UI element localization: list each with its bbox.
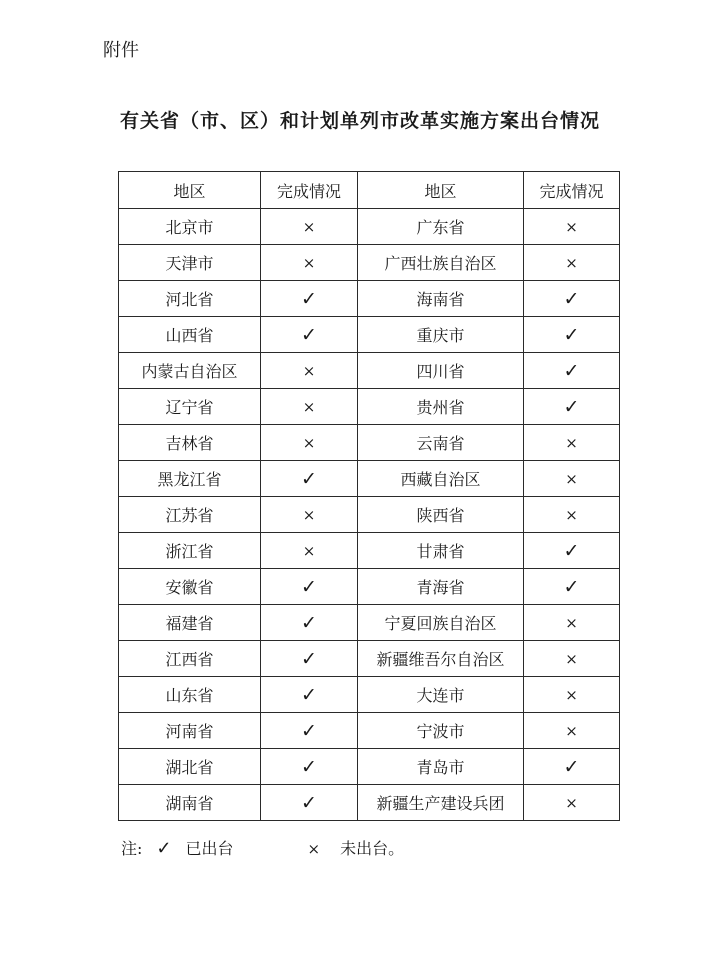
region-cell: 广东省 bbox=[358, 209, 524, 245]
status-cell: ✓ bbox=[261, 677, 358, 713]
region-cell: 大连市 bbox=[358, 677, 524, 713]
table-row bbox=[119, 497, 620, 533]
table-row bbox=[119, 425, 620, 461]
cross-mark-icon: × bbox=[307, 840, 321, 858]
region-cell: 浙江省 bbox=[119, 533, 261, 569]
table-row bbox=[119, 677, 620, 713]
table-row bbox=[119, 245, 620, 281]
status-cell: ✓ bbox=[524, 389, 620, 425]
status-cell: × bbox=[524, 461, 620, 497]
region-cell: 内蒙古自治区 bbox=[119, 353, 261, 389]
region-cell: 江西省 bbox=[119, 641, 261, 677]
region-cell: 四川省 bbox=[358, 353, 524, 389]
status-cell: ✓ bbox=[261, 641, 358, 677]
table-row bbox=[119, 533, 620, 569]
status-cell: ✓ bbox=[524, 353, 620, 389]
region-cell: 青岛市 bbox=[358, 749, 524, 785]
status-cell: × bbox=[261, 425, 358, 461]
table-row bbox=[119, 641, 620, 677]
status-cell: ✓ bbox=[261, 713, 358, 749]
status-cell: ✓ bbox=[261, 317, 358, 353]
status-cell: ✓ bbox=[261, 785, 358, 821]
status-cell: × bbox=[524, 245, 620, 281]
status-cell: ✓ bbox=[524, 749, 620, 785]
table-header-row bbox=[119, 172, 620, 209]
table-row bbox=[119, 209, 620, 245]
status-cell: × bbox=[261, 389, 358, 425]
status-cell: ✓ bbox=[261, 749, 358, 785]
status-cell: × bbox=[261, 245, 358, 281]
status-cell: ✓ bbox=[524, 317, 620, 353]
region-cell: 黑龙江省 bbox=[119, 461, 261, 497]
status-cell: × bbox=[261, 497, 358, 533]
status-cell: ✓ bbox=[524, 281, 620, 317]
region-cell: 甘肃省 bbox=[358, 533, 524, 569]
table-row bbox=[119, 749, 620, 785]
status-cell: × bbox=[524, 605, 620, 641]
table-body bbox=[119, 209, 620, 821]
table-row bbox=[119, 317, 620, 353]
header-status-left: 完成情况 bbox=[261, 172, 358, 209]
region-cell: 安徽省 bbox=[119, 569, 261, 605]
document-title: 有关省（市、区）和计划单列市改革实施方案出台情况 bbox=[119, 110, 600, 132]
status-cell: ✓ bbox=[261, 461, 358, 497]
table-row bbox=[119, 605, 620, 641]
status-cell: ✓ bbox=[261, 569, 358, 605]
region-cell: 陕西省 bbox=[358, 497, 524, 533]
region-cell: 河北省 bbox=[119, 281, 261, 317]
header-region-right: 地区 bbox=[358, 172, 524, 209]
region-cell: 宁波市 bbox=[358, 713, 524, 749]
status-cell: × bbox=[261, 353, 358, 389]
region-cell: 新疆维吾尔自治区 bbox=[358, 641, 524, 677]
status-cell: × bbox=[524, 497, 620, 533]
status-cell: ✓ bbox=[261, 281, 358, 317]
reform-status-table bbox=[118, 171, 620, 821]
region-cell: 广西壮族自治区 bbox=[358, 245, 524, 281]
region-cell: 海南省 bbox=[358, 281, 524, 317]
header-status-right: 完成情况 bbox=[524, 172, 620, 209]
status-cell: × bbox=[524, 677, 620, 713]
region-cell: 江苏省 bbox=[119, 497, 261, 533]
legend-note bbox=[121, 836, 404, 859]
table-row bbox=[119, 569, 620, 605]
region-cell: 重庆市 bbox=[358, 317, 524, 353]
attachment-label: 附件 bbox=[103, 40, 139, 61]
region-cell: 辽宁省 bbox=[119, 389, 261, 425]
note-check-meaning: 已出台 bbox=[185, 839, 234, 858]
region-cell: 湖南省 bbox=[119, 785, 261, 821]
note-cross-meaning: 未出台。 bbox=[340, 839, 405, 858]
status-cell: × bbox=[524, 209, 620, 245]
status-cell: × bbox=[524, 641, 620, 677]
check-mark-icon: ✓ bbox=[156, 838, 172, 859]
note-label: 注: bbox=[121, 839, 143, 858]
status-cell: × bbox=[261, 533, 358, 569]
table-row bbox=[119, 713, 620, 749]
status-cell: ✓ bbox=[261, 605, 358, 641]
region-cell: 山西省 bbox=[119, 317, 261, 353]
region-cell: 西藏自治区 bbox=[358, 461, 524, 497]
status-cell: × bbox=[524, 425, 620, 461]
status-cell: × bbox=[524, 785, 620, 821]
header-region-left: 地区 bbox=[119, 172, 261, 209]
region-cell: 山东省 bbox=[119, 677, 261, 713]
region-cell: 北京市 bbox=[119, 209, 261, 245]
region-cell: 天津市 bbox=[119, 245, 261, 281]
region-cell: 河南省 bbox=[119, 713, 261, 749]
status-cell: × bbox=[261, 209, 358, 245]
status-cell: × bbox=[524, 713, 620, 749]
region-cell: 贵州省 bbox=[358, 389, 524, 425]
region-cell: 宁夏回族自治区 bbox=[358, 605, 524, 641]
table-row bbox=[119, 353, 620, 389]
region-cell: 青海省 bbox=[358, 569, 524, 605]
table-row bbox=[119, 461, 620, 497]
region-cell: 云南省 bbox=[358, 425, 524, 461]
table-row bbox=[119, 281, 620, 317]
status-cell: ✓ bbox=[524, 533, 620, 569]
table-row bbox=[119, 785, 620, 821]
region-cell: 福建省 bbox=[119, 605, 261, 641]
status-cell: ✓ bbox=[524, 569, 620, 605]
region-cell: 吉林省 bbox=[119, 425, 261, 461]
region-cell: 湖北省 bbox=[119, 749, 261, 785]
region-cell: 新疆生产建设兵团 bbox=[358, 785, 524, 821]
table-row bbox=[119, 389, 620, 425]
